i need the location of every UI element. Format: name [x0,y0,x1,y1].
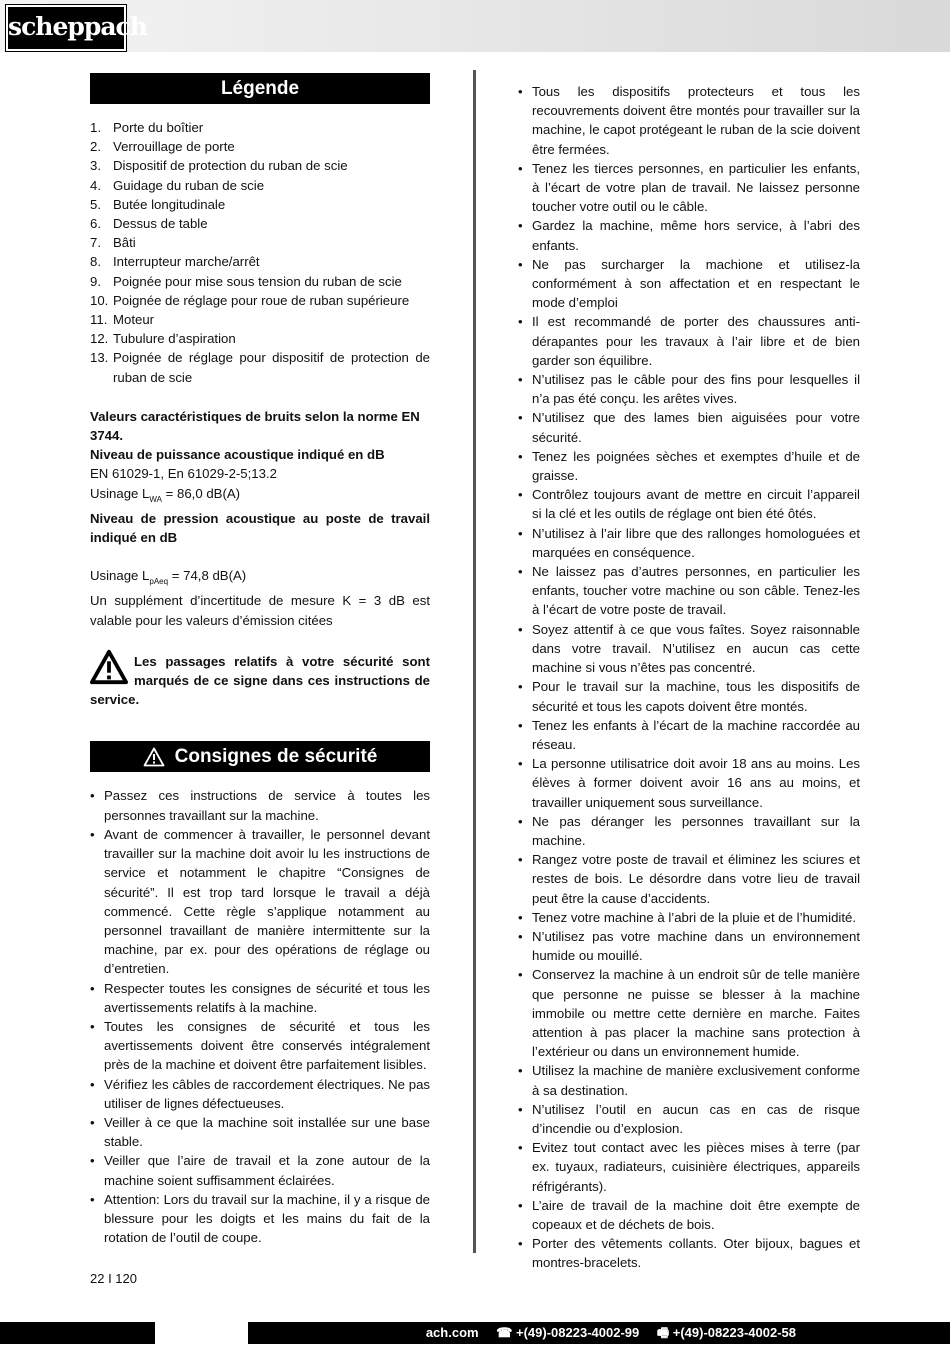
safety-bullet: • Tous les dispositifs protecteurs et tous les recouvrements doivent être montés pour travailler sur la machine, le capot protégeant le ruban de la scie doivent être fermées. [518,82,860,159]
header-bar [0,0,950,52]
legend-item-text: Poignée de réglage pour dispositif de protection de ruban de scie [113,350,430,385]
footer-web[interactable]: ach.com [425,1325,479,1340]
safety-bullet: • Il est recommandé de porter des chaussures anti-dérapantes pour les travaux à l’air libre et de bien garder son équilibre. [518,312,860,370]
safety-bullet: • Attention: Lors du travail sur la machine, il y a risque de blessure pour les doigts et les mains du fait de la rotation de l’outil de coupe. [90,1190,430,1248]
footer-fax: 🖷 +(49)-08223-4002-58 [656,1325,796,1340]
safety-bullet: • N’utilisez pas votre machine dans un environnement humide ou mouillé. [518,927,860,965]
safety-bullet: • La personne utilisatrice doit avoir 18 ans au moins. Les élèves à former doivent avoir 16 ans au moins, et travailler uniquement sous surveillance. [518,754,860,812]
safety-bullet: • Veiller à ce que la machine soit installée sur une base stable. [90,1113,430,1151]
legend-item-number: 2. [90,139,101,155]
safety-list-left [90,786,430,1247]
legend-item [90,348,430,386]
legend-item-number: 8. [90,254,101,270]
legend-item [90,233,430,252]
legend-item-number: 10. [90,292,109,308]
noise-power-label: Niveau de puissance acoustique indiqué en dB [90,447,385,463]
legend-item-number: 5. [90,196,101,212]
safety-bullet: • N’utilisez pas le câble pour des fins pour lesquelles il n’a pas été conçu. les arêtes vives. [518,370,860,408]
noise-pressure-label: Niveau de pression acoustique au poste de travail indiqué en dB [90,510,430,546]
noise-lpa: Usinage $L_{pAeq} = 74,8$ dB(A) [90,568,247,587]
column-divider [473,70,476,1253]
legend-item-text: Dessus de table [113,216,208,232]
legend-item [90,118,430,137]
legend-item-number: 11. [90,312,108,328]
legend-item-text: Guidage du ruban de scie [113,177,265,193]
legend-item [90,137,430,156]
noise-uncertainty: Un supplément d’incertitude de mesure K = 3 dB est valable pour les valeurs d’émission citées [90,593,430,628]
legend-item-text: Poignée pour mise sous tension du ruban de scie [113,273,402,289]
noise-standards: EN 61029-1, En 61029-2-5;13.2 [90,466,277,482]
safety-bullet: • Evitez tout contact avec les pièces mises à terre (par ex. tuyaux, radiateurs, cuisinière électriques, appareils réfrigérants). [518,1138,860,1196]
warning-triangle-icon [90,649,128,685]
safety-bullet: • Tenez les enfants à l’écart de la machine raccordée au réseau. [518,716,860,754]
safety-title: Consignes de sécurité [174,746,378,768]
legend-item [90,310,430,329]
legend-item-number: 3. [90,158,101,174]
legend-item [90,156,430,175]
legend-item-text: Tubulure d’aspiration [113,331,236,347]
safety-bullet: • Veiller que l’aire de travail et la zone autour de la machine soient suffisamment éclairées. [90,1151,430,1189]
legend-item-text: Poignée de réglage pour roue de ruban supérieure [113,292,410,308]
noise-heading: Valeurs caractéristiques de bruits selon la norme EN 3744. [90,408,420,444]
legend-item-text: Porte du boîtier [113,120,204,135]
legend-item-text: Butée longitudinale [113,196,226,212]
footer-bar [0,1322,950,1344]
noise-section [90,407,430,630]
safety-bullet: • L’aire de travail de la machine doit être exempte de copeaux et de déchets de bois. [518,1196,860,1234]
safety-bullet: • Porter des vêtements collants. Oter bijoux, bagues et montres-bracelets. [518,1234,860,1272]
legend-item-number: 12. [90,331,109,347]
safety-bullet: • Gardez la machine, même hors service, à l’abri des enfants. [518,216,860,254]
safety-bullet: • Ne pas déranger les personnes travaillant sur la machine. [518,812,860,850]
safety-bullet: • Tenez les poignées sèches et exemptes d’huile et de graisse. [518,447,860,485]
safety-note [90,652,430,710]
safety-bullet: • Utilisez la machine de manière exclusivement conforme à sa destination. [518,1061,860,1099]
brand-logo: scheppach [6,5,126,51]
safety-bullet: • Respecter toutes les consignes de sécurité et tous les avertissements relatifs à la machine. [90,979,430,1017]
footer-phone: ☎ +(49)-08223-4002-99 [496,1325,640,1340]
safety-bullet: • Passez ces instructions de service à toutes les personnes travaillant sur la machine. [90,786,430,824]
legend-item-text: Verrouillage de porte [113,139,235,155]
legend-title: Légende [220,77,300,99]
noise-lwa: Usinage $L_{WA} = 86,0$ dB(A) [90,485,241,504]
legend-item-number: 7. [90,235,101,251]
legend-item-number: 6. [90,216,101,232]
legend-item-text: Moteur [113,312,155,328]
legend-item-number: 1. [90,120,101,135]
safety-bullet: • N’utilisez que des lames bien aiguisées pour votre sécurité. [518,408,860,446]
safety-bullet: • N’utilisez l’outil en aucun cas en cas de risque d’incendie ou d’explosion. [518,1100,860,1138]
safety-bullet: • Avant de commencer à travailler, le personnel devant travailler sur la machine doit avoir lu les instructions de service et notamment le chapitre “Consignes de sécurité”. Il est trop tard lorsque le travail a déjà commencé. Cette règle s’applique notamment au personnel travaillant de manière intermittente sur la machine, par ex. pour des opérations de réglage ou d’entretien. [90,825,430,979]
legend-heading [90,73,430,104]
legend-item [90,329,430,348]
legend-item-text: Dispositif de protection du ruban de scie [113,158,348,174]
left-column [90,73,430,1247]
safety-bullet: • Contrôlez toujours avant de mettre en circuit l’appareil si la clé et les outils de réglage ont bien été ôtés. [518,485,860,523]
legend-item-text: Bâti [113,235,136,251]
safety-heading [90,741,430,772]
page-number: 22 I 120 [90,1271,137,1286]
legend-item-text: Interrupteur marche/arrêt [113,254,260,270]
legend-item-number: 4. [90,177,101,193]
legend-item [90,272,430,291]
legend-item-number: 13. [90,350,109,366]
legend-item [90,214,430,233]
safety-bullet: • Toutes les consignes de sécurité et tous les avertissements doivent être conservés intégralement près de la machine et doivent être parfaitement lisibles. [90,1017,430,1075]
safety-bullet: • Ne laissez pas d’autres personnes, en particulier les enfants, toucher votre machine ou son câble. Tenez-les à l’écart de votre poste de travail. [518,562,860,620]
legend-item [90,176,430,195]
safety-note-text: Les passages relatifs à votre sécurité sont marqués de ce signe dans ces instructions de service. [90,653,430,708]
legend-item [90,195,430,214]
safety-list-right [518,82,860,1273]
safety-bullet: • Tenez les tierces personnes, en particulier les enfants, à l’écart de votre plan de travail. Ne laissez personne toucher votre outil ou le câble. [518,159,860,217]
warning-triangle-icon [143,747,165,767]
footer-contact [412,1322,796,1344]
safety-bullet: • Vérifiez les câbles de raccordement électriques. Ne pas utiliser de lignes défectueuses. [90,1075,430,1113]
safety-bullet: • Soyez attentif à ce que vous faîtes. Soyez raisonnable dans votre travail. N’utilisez en aucun cas cette machine si vous n’êtes pas concentré. [518,620,860,678]
safety-bullet: • Ne pas surcharger la machione et utilisez-la conformément à son affectation et en respectant le mode d’emploi [518,255,860,313]
legend-item [90,291,430,310]
legend-item [90,252,430,271]
safety-bullet: • Conservez la machine à un endroit sûr de telle manière que personne ne puisse se blesser à la machine immobile ou mettre cette dernière en marche. Faites attention à pas placer la machine sans protection à l’extérieur ou dans un environnement humide. [518,965,860,1061]
safety-bullet: • Rangez votre poste de travail et éliminez les sciures et restes de bois. Le désordre dans votre lieu de travail peut être la cause d’accidents. [518,850,860,908]
safety-bullet: • Pour le travail sur la machine, tous les dispositifs de sécurité et tous les capots doivent être montés. [518,677,860,715]
right-column [518,82,860,1273]
legend-item-number: 9. [90,273,101,289]
safety-bullet: • Tenez votre machine à l’abri de la pluie et de l’humidité. [518,908,860,927]
legend-list [90,118,430,387]
safety-bullet: • N’utilisez à l’air libre que des rallonges homologuées et marquées en conséquence. [518,524,860,562]
